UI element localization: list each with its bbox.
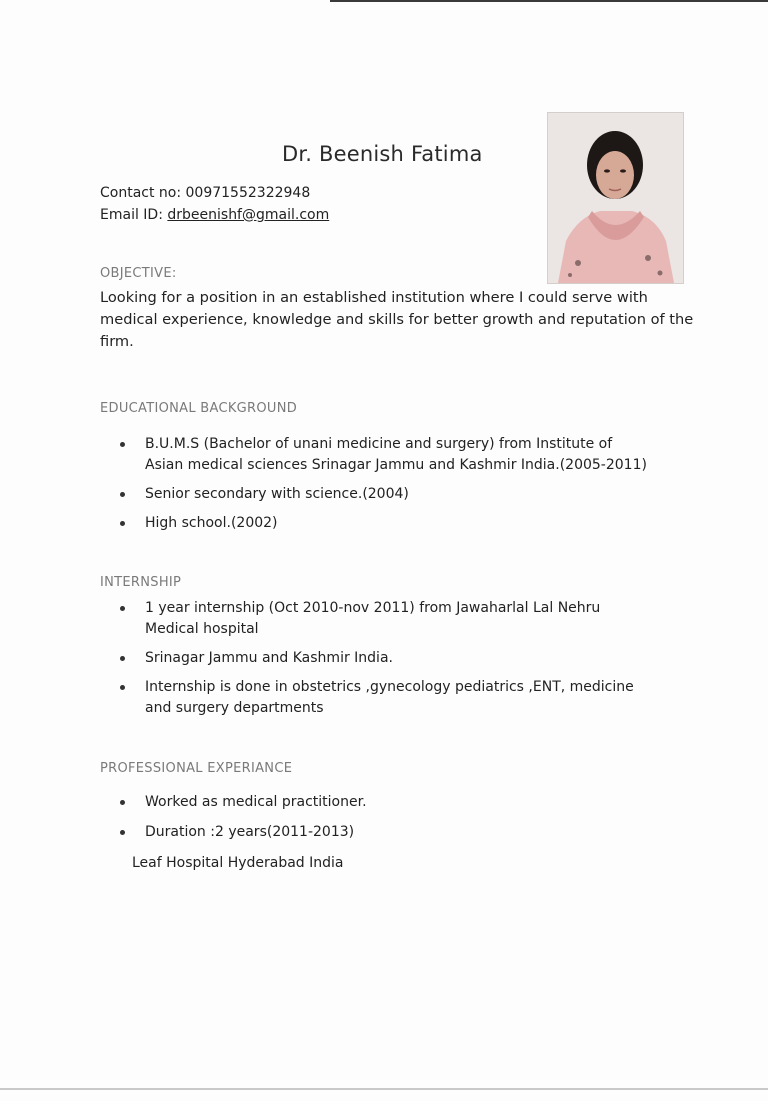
experience-heading: PROFESSIONAL EXPERIANCE: [100, 761, 293, 776]
bullet-icon: [120, 492, 125, 497]
contact-number: Contact no: 00971552322948: [100, 185, 311, 201]
list-item: Srinagar Jammu and Kashmir India.: [120, 648, 634, 669]
education-heading: EDUCATIONAL BACKGROUND: [100, 401, 298, 416]
bullet-icon: [120, 606, 125, 611]
internship-heading: INTERNSHIP: [100, 575, 182, 590]
internship-list: [120, 598, 634, 719]
contact-block: [100, 182, 329, 226]
objective-text: [100, 287, 700, 353]
bullet-icon: [120, 521, 125, 526]
list-item: High school.(2002): [120, 513, 647, 534]
list-item: B.U.M.S (Bachelor of unani medicine and surgery) from Institute of Asian medical sciences Srinagar Jammu and Kashmir India.(2005-2011): [120, 434, 647, 476]
candidate-name: Dr. Beenish Fatima: [282, 142, 483, 166]
list-item: Internship is done in obstetrics ,gynecology pediatrics ,ENT, medicine and surgery departments: [120, 677, 634, 719]
objective-heading: OBJECTIVE:: [100, 266, 177, 281]
experience-hospital: Leaf Hospital Hyderabad India: [132, 855, 344, 871]
profile-photo: [547, 112, 684, 284]
bullet-icon: [120, 656, 125, 661]
email-line: [100, 204, 329, 226]
objective-line: Looking for a position in an established institution where I could serve with: [100, 289, 648, 306]
experience-list: [120, 792, 367, 843]
list-item: 1 year internship (Oct 2010-nov 2011) from Jawaharlal Lal Nehru Medical hospital: [120, 598, 634, 640]
bullet-icon: [120, 830, 125, 835]
email-label: Email ID:: [100, 207, 168, 223]
list-item: Duration :2 years(2011-2013): [120, 822, 367, 843]
email-link[interactable]: drbeenishf@gmail.com: [167, 207, 330, 223]
objective-line: firm.: [100, 333, 134, 350]
objective-line: medical experience, knowledge and skills for better growth and reputation of the: [100, 311, 694, 328]
bullet-icon: [120, 685, 125, 690]
list-item: Worked as medical practitioner.: [120, 792, 367, 813]
scan-edge-top: [330, 0, 768, 2]
scan-edge-bottom: [0, 1088, 768, 1090]
bullet-icon: [120, 800, 125, 805]
list-item: Senior secondary with science.(2004): [120, 484, 647, 505]
bullet-icon: [120, 442, 125, 447]
education-list: [120, 434, 647, 534]
